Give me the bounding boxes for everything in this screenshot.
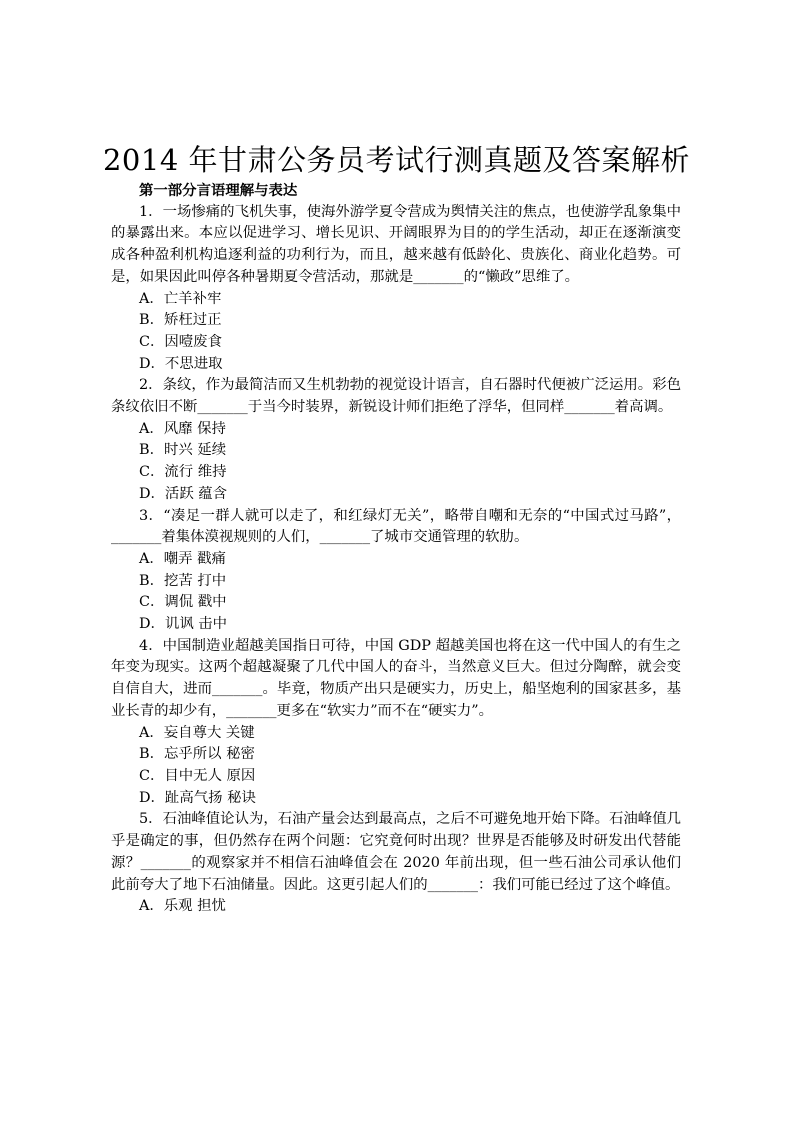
question-5-option-a: A．乐观 担忧: [139, 898, 226, 915]
question-4-option-b: B．忘乎所以 秘密: [139, 746, 255, 763]
question-2-option-d: D．活跃 蕴含: [139, 485, 228, 502]
question-1-option-b: B．矫枉过正: [139, 312, 222, 329]
question-2-option-c: C．流行 维持: [139, 464, 227, 481]
question-2-text: 2．条纹，作为最简洁而又生机勃勃的视觉设计语言，自石器时代便被广泛运用。彩色条纹依旧不断_______于当今时装界，新锐设计师们拒绝了浮华，但同样_______着高调。: [111, 377, 681, 416]
document-title: 2014 年甘肃公务员考试行测真题及答案解析: [102, 143, 691, 177]
question-1-text: 1．一场惨痛的飞机失事，使海外游学夏令营成为舆情关注的焦点，也使游学乱象集中的暴露出来。本应以促进学习、增长见识、开阔眼界为目的的学生活动，却正在逐渐演变成各种盈利机构追逐利益的功利行为，而且，越来越有低龄化、贵族化、商业化趋势。可是，如果因此叫停各种暑期夏令营活动，那就是_______的“懒政”思维了。: [111, 203, 681, 285]
question-2-option-b: B．时兴 延续: [139, 442, 227, 459]
question-4-option-a: A．妄自尊大 关键: [139, 724, 255, 741]
question-3-option-d: D．讥讽 击中: [139, 616, 228, 633]
question-3-text: 3．“凑足一群人就可以走了，和红绿灯无关”，略带自嘲和无奈的“中国式过马路”，_______着集体漠视规则的人们，_______了城市交通管理的软肋。: [111, 507, 681, 546]
question-3-option-c: C．调侃 戳中: [139, 594, 227, 611]
question-3-option-a: A．嘲弄 戳痛: [139, 550, 226, 567]
question-2-option-a: A．风靡 保持: [139, 420, 226, 437]
question-1-option-a: A．亡羊补牢: [139, 290, 222, 307]
question-5-text: 5．石油峰值论认为，石油产量会达到最高点，之后不可避免地开始下降。石油峰值几乎是确定的事，但仍然存在两个问题：它究竟何时出现？世界是否能够及时研发出代替能源？_______的观察家并不相信石油峰值会在 2020 年前出现，但一些石油公司承认他们此前夸大了地下石油储量。因此。这更引起人们的_______：我们可能已经过了这个峰值。: [111, 811, 681, 893]
question-1-option-d: D．不思进取: [139, 355, 223, 372]
question-4-option-d: D．趾高气扬 秘诀: [139, 789, 256, 806]
section-heading: 第一部分言语理解与表达: [139, 182, 298, 199]
question-4-text: 4．中国制造业超越美国指日可待，中国 GDP 超越美国也将在这一代中国人的有生之年变为现实。这两个超越凝聚了几代中国人的奋斗，当然意义巨大。但过分陶醉，就会变自信自大，进而_______。毕竟，物质产出只是硬实力，历史上，船坚炮利的国家甚多，基业长青的却少有，_______更多在“软实力”而不在“硬实力”。: [111, 637, 681, 719]
document-body: [111, 180, 681, 918]
question-1-option-c: C．因噎废食: [139, 333, 222, 350]
question-4-option-c: C．目中无人 原因: [139, 767, 256, 784]
question-3-option-b: B．挖苦 打中: [139, 572, 227, 589]
